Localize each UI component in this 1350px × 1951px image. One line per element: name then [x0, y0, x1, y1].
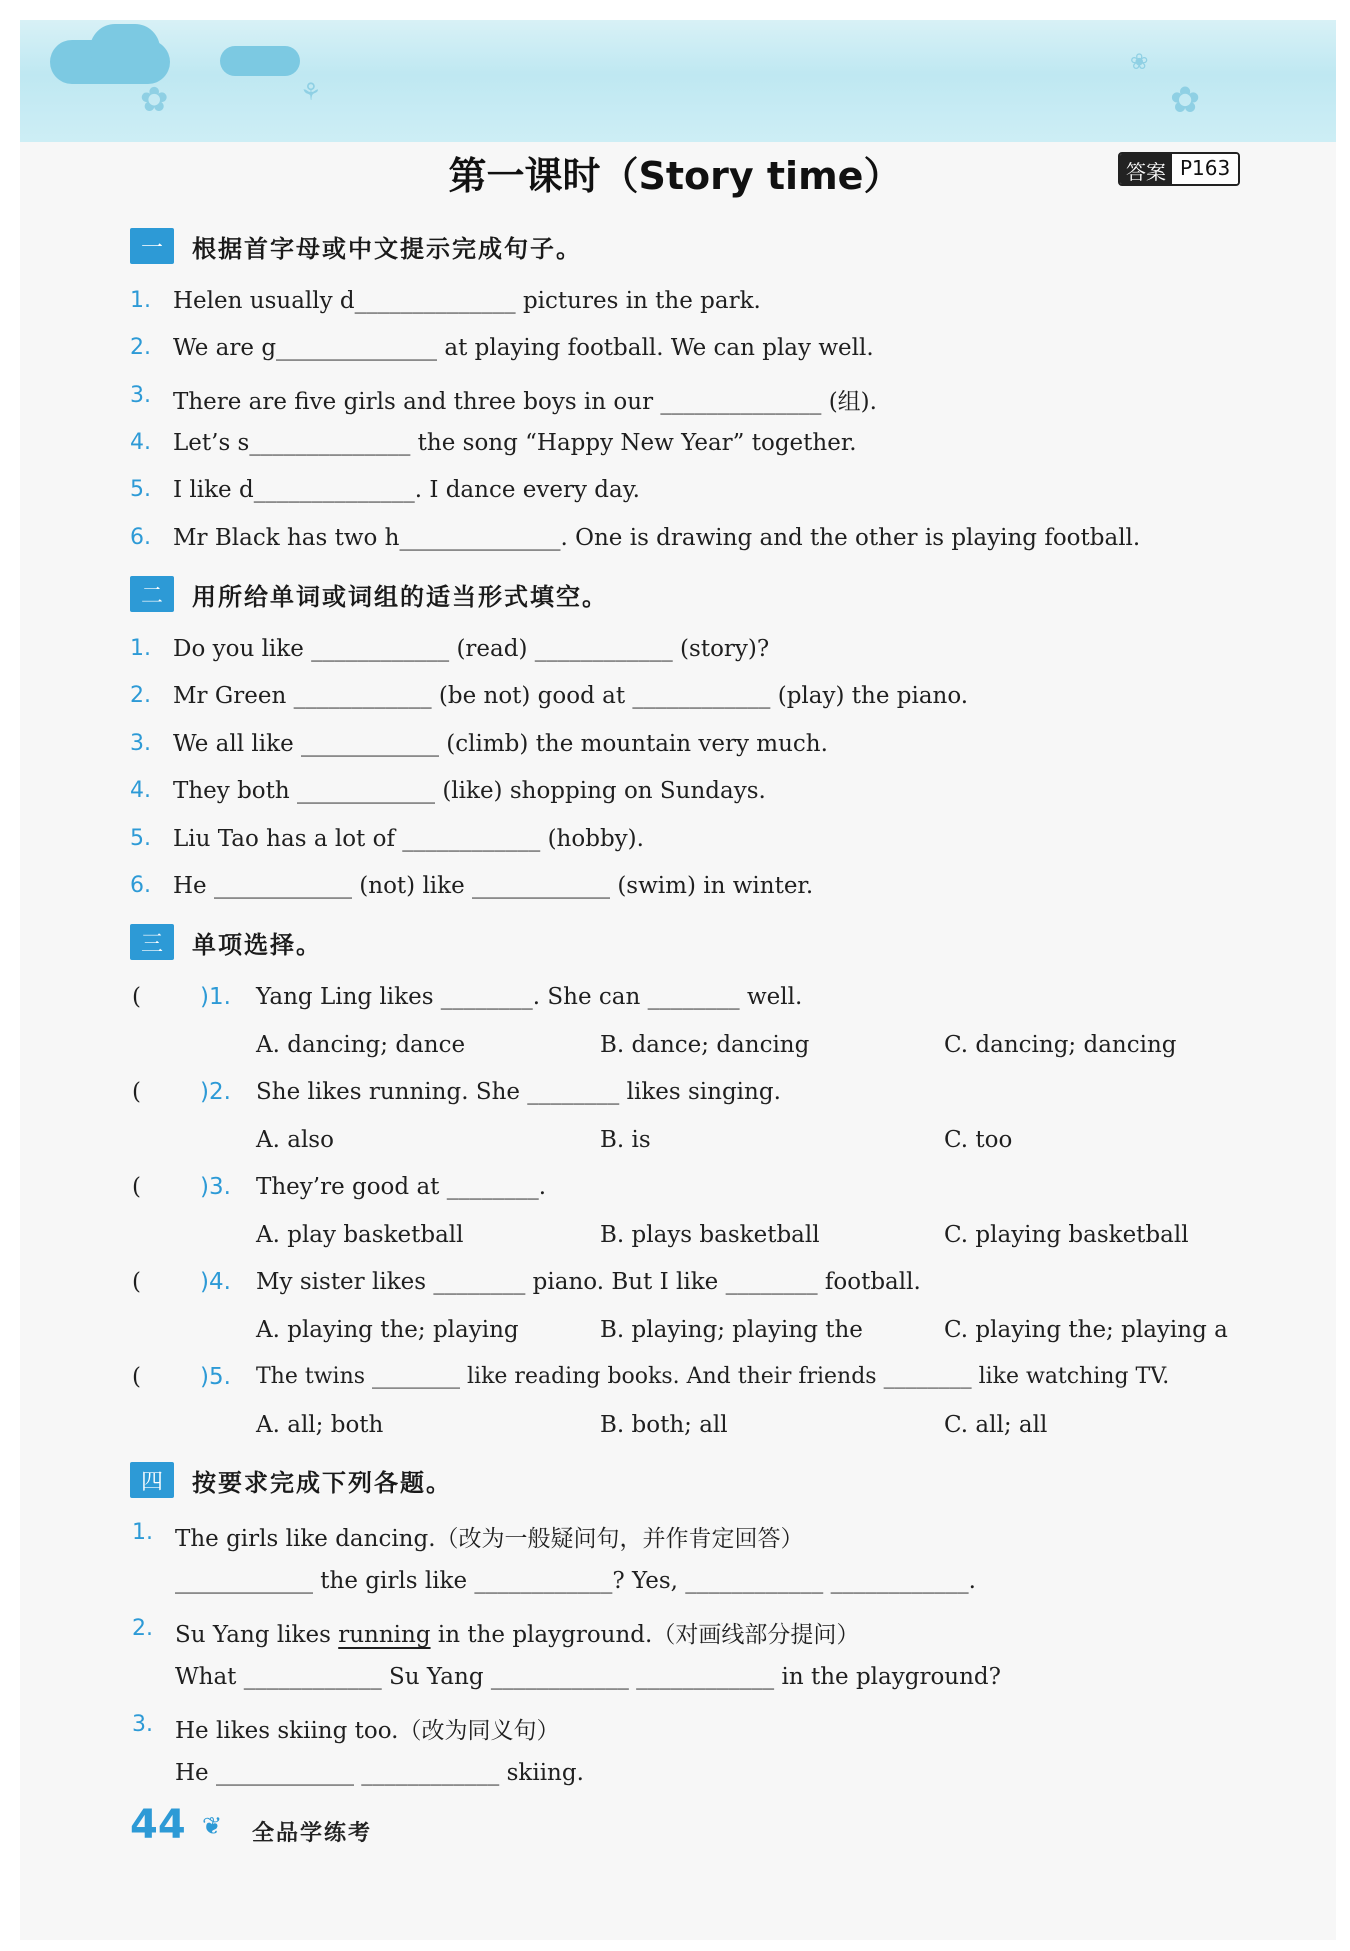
answer-page: P163 — [1172, 154, 1238, 184]
item-number: )3. — [200, 1174, 231, 1200]
option-a: A. playing the; playing — [256, 1317, 519, 1343]
option-a: A. all; both — [256, 1412, 384, 1438]
flower-icon: ✿ — [140, 80, 169, 120]
option-a: A. also — [256, 1127, 334, 1153]
question-text — [175, 1616, 859, 1649]
option-c: C. all; all — [944, 1412, 1048, 1438]
item-number: 4. — [130, 430, 151, 455]
question-text: Let’s s______________ the song “Happy New Year” together. — [173, 430, 857, 456]
section-title: 根据首字母或中文提示完成句子。 — [192, 234, 582, 263]
question-text: We all like ____________ (climb) the mountain very much. — [173, 731, 828, 757]
cloud-decoration — [220, 46, 300, 76]
item-number: )4. — [200, 1269, 231, 1295]
question-text: My sister likes ________ piano. But I like ________ football. — [256, 1269, 921, 1295]
answer-line: He ____________ ____________ skiing. — [175, 1760, 584, 1786]
section-header — [130, 1462, 452, 1498]
flower-icon: ✿ — [1170, 80, 1201, 121]
item-number: 3. — [132, 1712, 153, 1737]
item-number: )2. — [200, 1079, 231, 1105]
item-number: 1. — [130, 288, 151, 313]
option-c: C. dancing; dancing — [944, 1032, 1177, 1058]
question-text: Yang Ling likes ________. She can ________ well. — [256, 984, 803, 1010]
answer-bracket: ( — [132, 1174, 141, 1200]
question-text: The twins ________ like reading books. And their friends ________ like watching TV. — [256, 1364, 1170, 1389]
item-number: 3. — [130, 383, 151, 408]
option-b: B. plays basketball — [600, 1222, 820, 1248]
answer-label: 答案 — [1120, 154, 1172, 184]
answer-reference — [1118, 152, 1240, 186]
option-b: B. playing; playing the — [600, 1317, 863, 1343]
cloud-decoration — [90, 24, 160, 74]
answer-bracket: ( — [132, 1364, 141, 1390]
question-text: They’re good at ________. — [256, 1174, 547, 1200]
section-badge: 三 — [130, 924, 174, 960]
section-title: 单项选择。 — [192, 930, 322, 959]
item-number: 5. — [130, 477, 151, 502]
question-text: He likes skiing too.（改为同义句） — [175, 1718, 560, 1744]
underlined-word: running — [338, 1622, 431, 1648]
flower-icon: ❀ — [1130, 50, 1149, 75]
question-text-before: Su Yang likes — [175, 1622, 339, 1648]
book-name: 全品学练考 — [252, 1821, 373, 1846]
dragonfly-icon: ⚘ — [300, 78, 322, 106]
item-number: 6. — [130, 525, 151, 550]
option-b: B. is — [600, 1127, 651, 1153]
option-b: B. dance; dancing — [600, 1032, 810, 1058]
section-header — [130, 576, 608, 612]
question-text: He ____________ (not) like ____________ (swim) in winter. — [173, 873, 814, 899]
question-text: They both ____________ (like) shopping on Sundays. — [173, 778, 766, 804]
section-badge: 二 — [130, 576, 174, 612]
item-number: 4. — [130, 778, 151, 803]
section-title: 用所给单词或词组的适当形式填空。 — [192, 582, 608, 611]
sprout-icon: ❦ — [202, 1812, 223, 1840]
section-badge: 一 — [130, 228, 174, 264]
item-number: )1. — [200, 984, 231, 1010]
question-text: Mr Green ____________ (be not) good at ____________ (play) the piano. — [173, 683, 969, 709]
option-a: A. play basketball — [256, 1222, 464, 1248]
header-banner — [20, 20, 1336, 142]
option-c: C. too — [944, 1127, 1013, 1153]
question-text: There are five girls and three boys in our ______________ (组). — [173, 389, 877, 415]
item-number: 2. — [130, 683, 151, 708]
item-number: 6. — [130, 873, 151, 898]
section-title: 按要求完成下列各题。 — [192, 1468, 452, 1497]
answer-line: What ____________ Su Yang ____________ ____________ in the playground? — [175, 1664, 1001, 1690]
section-header — [130, 924, 322, 960]
question-text: The girls like dancing.（改为一般疑问句，并作肯定回答） — [175, 1526, 804, 1552]
item-number: 3. — [130, 731, 151, 756]
answer-bracket: ( — [132, 1269, 141, 1295]
option-b: B. both; all — [600, 1412, 728, 1438]
page-title: 第一课时（Story time） — [448, 154, 902, 198]
question-text-after: in the playground.（对画线部分提问） — [430, 1622, 860, 1648]
question-text: Liu Tao has a lot of ____________ (hobby). — [173, 826, 644, 852]
option-c: C. playing basketball — [944, 1222, 1189, 1248]
section-badge: 四 — [130, 1462, 174, 1498]
option-a: A. dancing; dance — [256, 1032, 466, 1058]
item-number: 5. — [130, 826, 151, 851]
item-number: )5. — [200, 1364, 231, 1390]
section-header — [130, 228, 582, 264]
answer-bracket: ( — [132, 984, 141, 1010]
item-number: 2. — [130, 335, 151, 360]
answer-bracket: ( — [132, 1079, 141, 1105]
page-number: 44 — [130, 1802, 186, 1848]
question-text: Helen usually d______________ pictures in the park. — [173, 288, 761, 314]
question-text: I like d______________. I dance every day. — [173, 477, 640, 503]
question-text: We are g______________ at playing football. We can play well. — [173, 335, 874, 361]
option-c: C. playing the; playing a — [944, 1317, 1228, 1343]
question-text: Mr Black has two h______________. One is drawing and the other is playing football. — [173, 525, 1141, 551]
question-text: Do you like ____________ (read) ____________ (story)? — [173, 636, 770, 662]
question-text: She likes running. She ________ likes singing. — [256, 1079, 781, 1105]
item-number: 1. — [132, 1520, 153, 1545]
answer-line: ____________ the girls like ____________? Yes, ____________ ____________. — [175, 1568, 976, 1594]
item-number: 2. — [132, 1616, 153, 1641]
item-number: 1. — [130, 636, 151, 661]
